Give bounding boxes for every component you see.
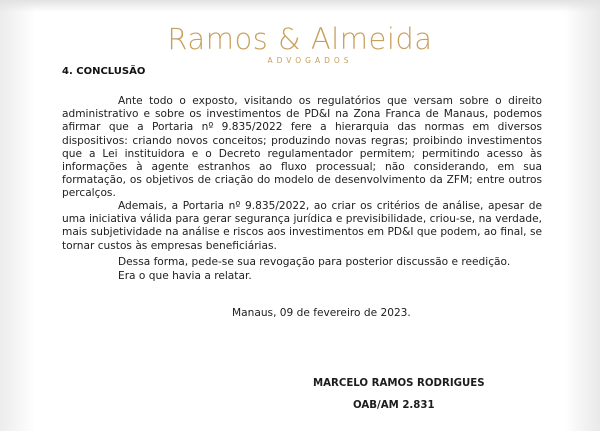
section-title: 4. CONCLUSÃO xyxy=(62,66,146,77)
signatory-name: MARCELO RAMOS RODRIGUES xyxy=(313,378,485,389)
paragraph-conclusion-1: Ante todo o exposto, visitando os regulatórios que versam sobre o direito administrativo e sobre os investimentos de PD&I na Zona Franca de Manaus, podemos afirmar que a Portaria nº 9.835/2022 fere a hierarquia das normas em diversos dispositivos: criando novos conceitos; produzindo novas regras; proibindo investimentos que a Lei instituidora e o Decreto regulamentador permitem; permitindo acesso às informações à agente estranhos ao fluxo processual; não considerando, em sua formatação, os objetivos de criação do modelo de desenvolvimento da ZFM; entre outros percalços. xyxy=(62,95,542,200)
paragraph-conclusion-2: Ademais, a Portaria nº 9.835/2022, ao criar os critérios de análise, apesar de uma iniciativa válida para gerar segurança jurídica e previsibilidade, criou-se, na verdade, mais subjetividade na análise e riscos aos investimentos em PD&I que podem, ao final, se tornar custos às empresas beneficiárias. xyxy=(62,200,542,252)
signatory-oab: OAB/AM 2.831 xyxy=(353,400,435,411)
paragraph-conclusion-3: Dessa forma, pede-se sua revogação para posterior discussão e reedição. xyxy=(118,256,511,268)
firm-logo-name: Ramos & Almeida xyxy=(167,22,433,56)
date-line: Manaus, 09 de fevereiro de 2023. xyxy=(232,307,411,319)
page-edge-shadow xyxy=(0,0,600,12)
firm-logo-subtitle: ADVOGADOS xyxy=(267,56,353,65)
paragraph-conclusion-4: Era o que havia a relatar. xyxy=(118,270,252,282)
